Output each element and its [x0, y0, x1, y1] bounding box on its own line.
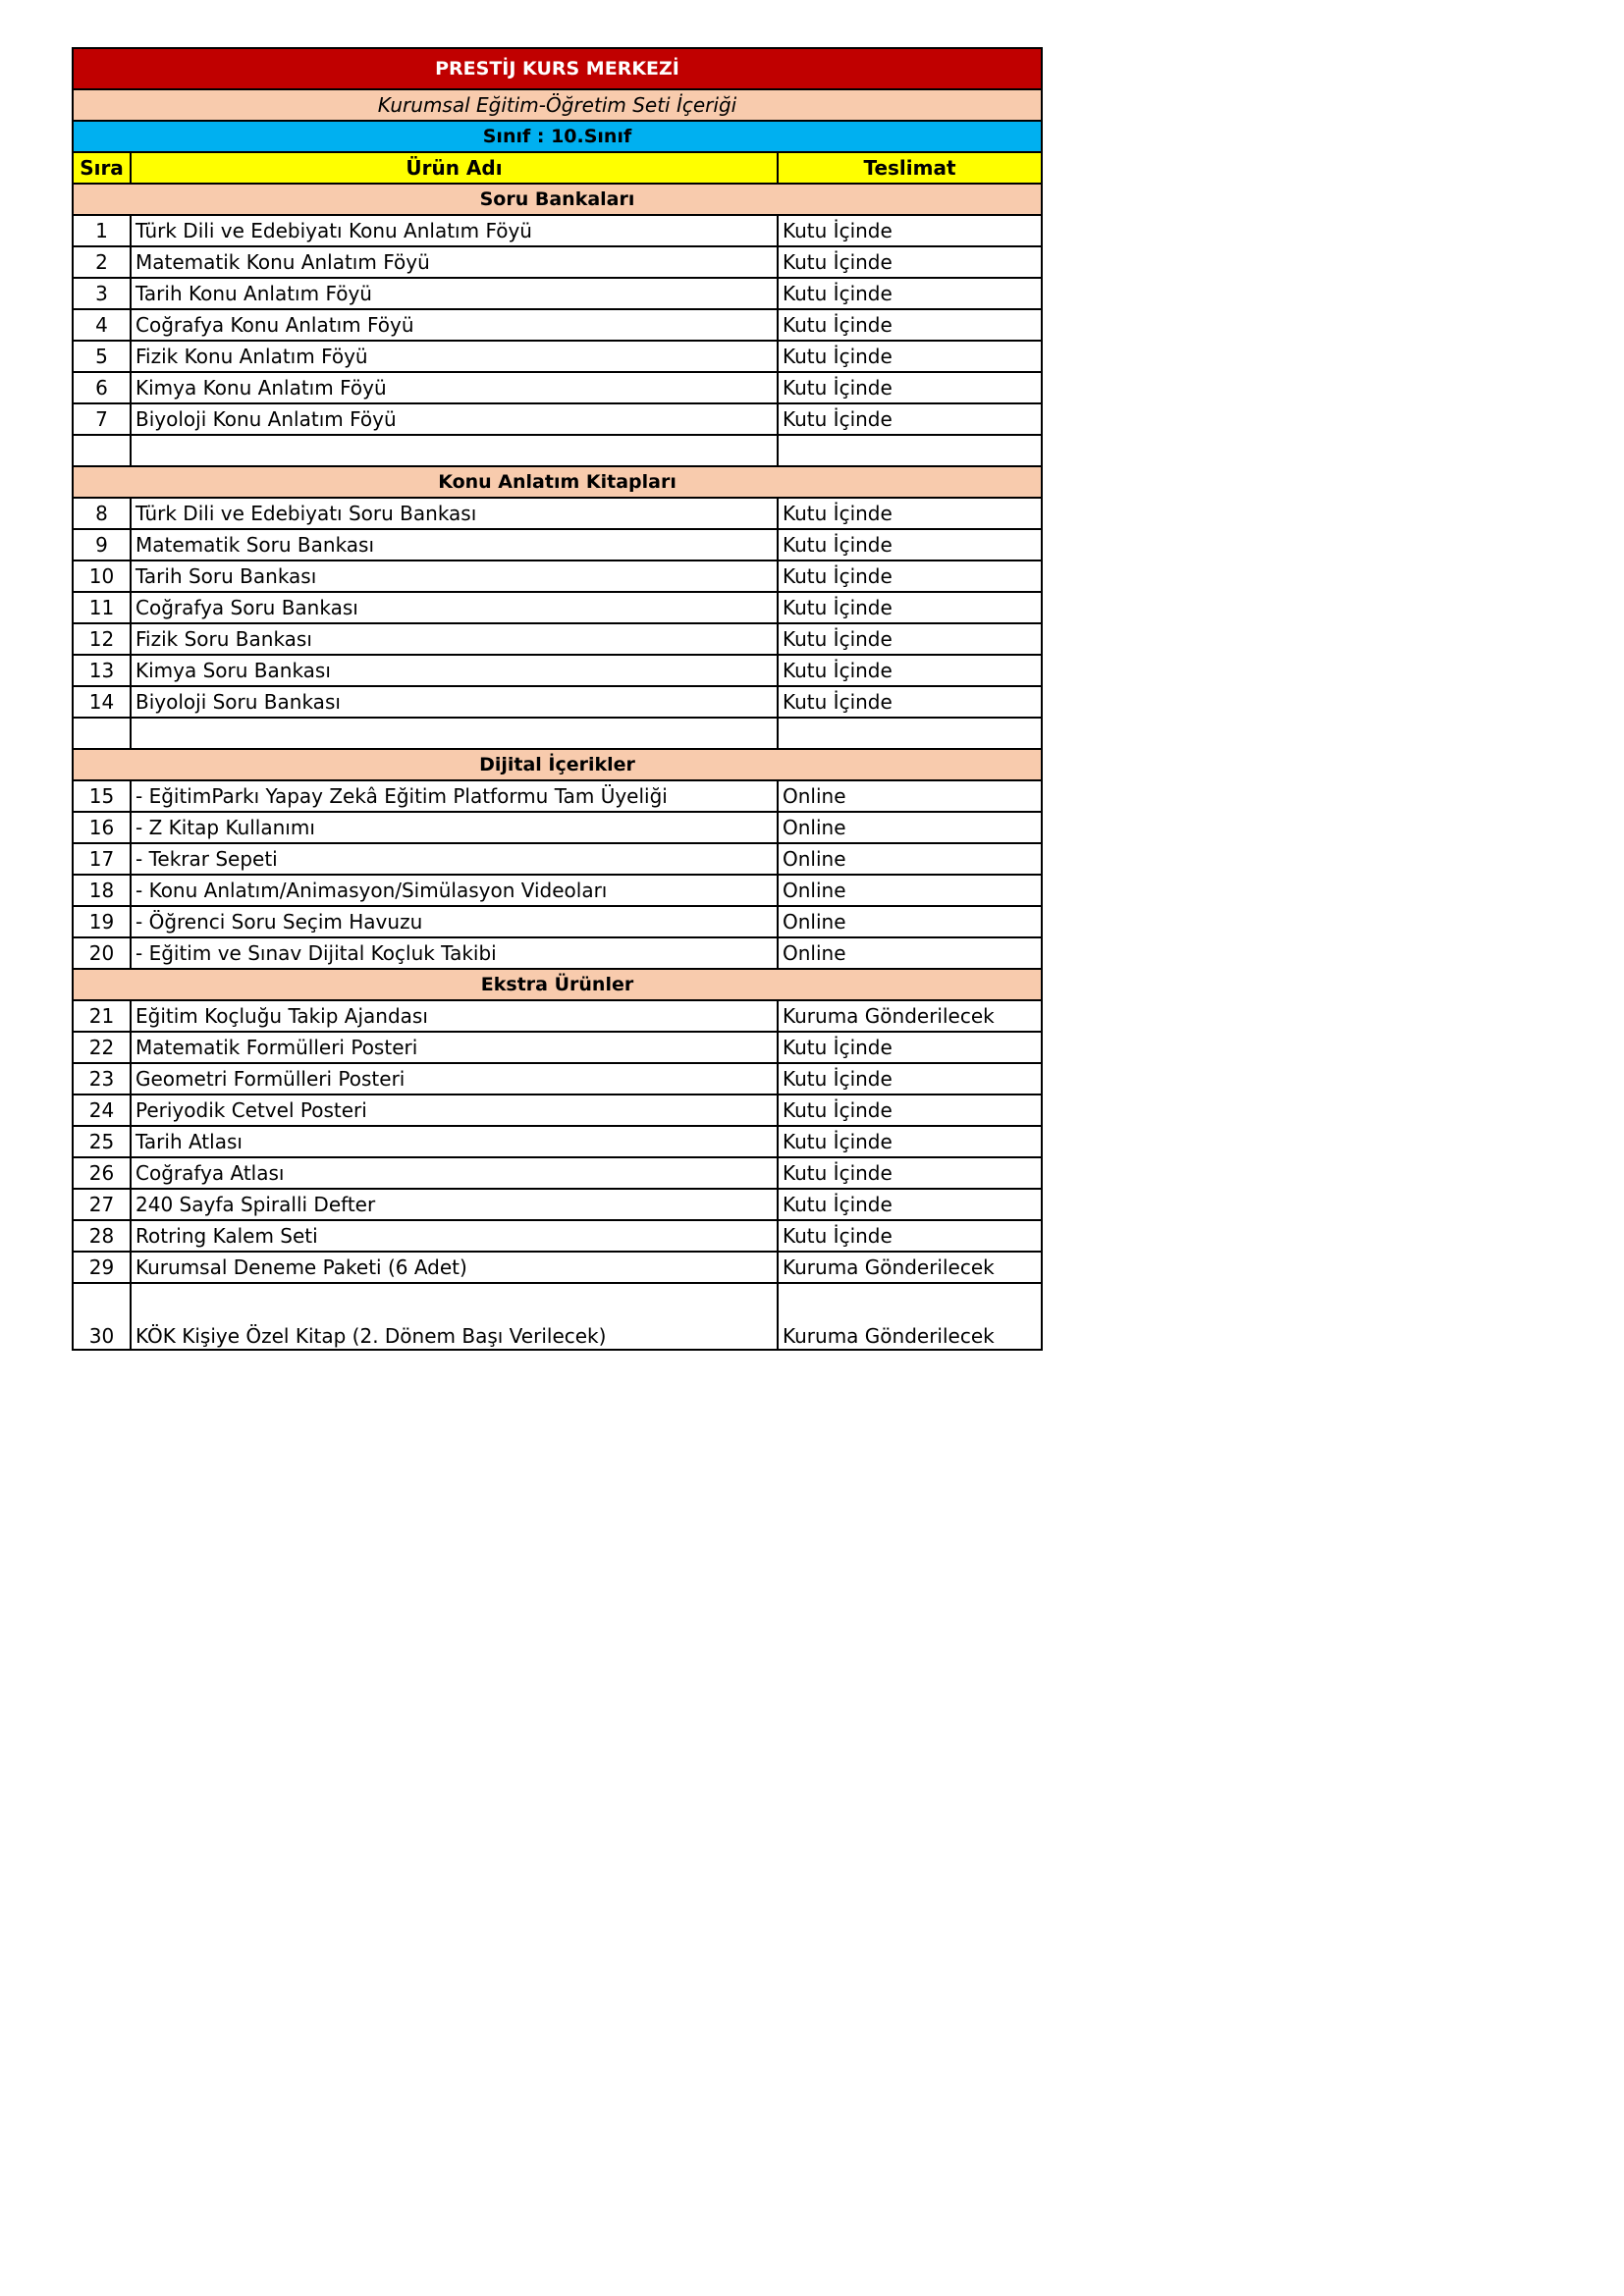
- product-name: 240 Sayfa Spiralli Defter: [131, 1189, 778, 1220]
- delivery-method: Kutu İçinde: [778, 655, 1042, 686]
- section-row: [73, 749, 1042, 780]
- delivery-method: Kutu İçinde: [778, 592, 1042, 623]
- column-header-order: Sıra: [73, 152, 131, 184]
- delivery-method: Kutu İçinde: [778, 1157, 1042, 1189]
- row-number: 22: [73, 1032, 131, 1063]
- delivery-method: Kutu İçinde: [778, 1095, 1042, 1126]
- delivery-method: Kutu İçinde: [778, 498, 1042, 529]
- table-row: [73, 843, 1042, 875]
- table-row: [73, 529, 1042, 561]
- delivery-method: Kutu İçinde: [778, 623, 1042, 655]
- row-number: 16: [73, 812, 131, 843]
- delivery-method: Kutu İçinde: [778, 686, 1042, 718]
- table-row: [73, 1000, 1042, 1032]
- product-name: Kurumsal Deneme Paketi (6 Adet): [131, 1252, 778, 1283]
- delivery-method: Kutu İçinde: [778, 1126, 1042, 1157]
- delivery-method: Kutu İçinde: [778, 529, 1042, 561]
- delivery-method: Kuruma Gönderilecek: [778, 1252, 1042, 1283]
- product-table-body: [73, 48, 1042, 1350]
- title-row: [73, 48, 1042, 89]
- product-name: Kimya Konu Anlatım Föyü: [131, 372, 778, 403]
- row-number: 6: [73, 372, 131, 403]
- product-name: Türk Dili ve Edebiyatı Soru Bankası: [131, 498, 778, 529]
- row-number: 23: [73, 1063, 131, 1095]
- row-number: 9: [73, 529, 131, 561]
- page-subtitle: Kurumsal Eğitim-Öğretim Seti İçeriği: [73, 89, 1042, 121]
- delivery-method: Kutu İçinde: [778, 372, 1042, 403]
- product-name: Biyoloji Konu Anlatım Föyü: [131, 403, 778, 435]
- product-name: Biyoloji Soru Bankası: [131, 686, 778, 718]
- row-number: 19: [73, 906, 131, 937]
- row-number: 11: [73, 592, 131, 623]
- table-row: [73, 906, 1042, 937]
- product-name: Periyodik Cetvel Posteri: [131, 1095, 778, 1126]
- product-name: Matematik Soru Bankası: [131, 529, 778, 561]
- delivery-method: Online: [778, 812, 1042, 843]
- table-row: [73, 1063, 1042, 1095]
- product-name: Kimya Soru Bankası: [131, 655, 778, 686]
- row-number: 29: [73, 1252, 131, 1283]
- table-row: [73, 937, 1042, 969]
- row-number: 10: [73, 561, 131, 592]
- delivery-method: Online: [778, 875, 1042, 906]
- product-name: Türk Dili ve Edebiyatı Konu Anlatım Föyü: [131, 215, 778, 246]
- row-number: 25: [73, 1126, 131, 1157]
- delivery-method: Kutu İçinde: [778, 1063, 1042, 1095]
- table-row: [73, 812, 1042, 843]
- row-number: 17: [73, 843, 131, 875]
- row-number: 3: [73, 278, 131, 309]
- row-number: 24: [73, 1095, 131, 1126]
- empty-row: [73, 718, 1042, 749]
- table-row: [73, 278, 1042, 309]
- delivery-method: Kutu İçinde: [778, 1032, 1042, 1063]
- product-list-sheet: [72, 47, 1041, 1351]
- product-name: - EğitimParkı Yapay Zekâ Eğitim Platformu Tam Üyeliği: [131, 780, 778, 812]
- delivery-method: Kutu İçinde: [778, 246, 1042, 278]
- table-row: [73, 372, 1042, 403]
- empty-cell: [131, 435, 778, 466]
- delivery-method: Online: [778, 906, 1042, 937]
- class-row: [73, 121, 1042, 152]
- row-number: 15: [73, 780, 131, 812]
- delivery-method: Kuruma Gönderilecek: [778, 1283, 1042, 1350]
- row-number: 28: [73, 1220, 131, 1252]
- delivery-method: Kutu İçinde: [778, 1220, 1042, 1252]
- table-row: [73, 875, 1042, 906]
- product-table: [72, 47, 1043, 1351]
- product-name: Matematik Formülleri Posteri: [131, 1032, 778, 1063]
- row-number: 18: [73, 875, 131, 906]
- empty-cell: [73, 718, 131, 749]
- delivery-method: Kutu İçinde: [778, 215, 1042, 246]
- empty-cell: [73, 435, 131, 466]
- empty-cell: [131, 718, 778, 749]
- row-number: 27: [73, 1189, 131, 1220]
- delivery-method: Kutu İçinde: [778, 309, 1042, 341]
- table-row: [73, 1220, 1042, 1252]
- product-name: Tarih Soru Bankası: [131, 561, 778, 592]
- delivery-method: Online: [778, 843, 1042, 875]
- section-row: [73, 466, 1042, 498]
- delivery-method: Kutu İçinde: [778, 341, 1042, 372]
- class-label: Sınıf : 10.Sınıf: [73, 121, 1042, 152]
- product-name: Coğrafya Soru Bankası: [131, 592, 778, 623]
- product-name: Fizik Konu Anlatım Föyü: [131, 341, 778, 372]
- delivery-method: Online: [778, 937, 1042, 969]
- column-header-delivery: Teslimat: [778, 152, 1042, 184]
- product-name: Matematik Konu Anlatım Föyü: [131, 246, 778, 278]
- table-row: [73, 1252, 1042, 1283]
- table-row: [73, 1126, 1042, 1157]
- section-row: [73, 184, 1042, 215]
- section-title: Ekstra Ürünler: [73, 969, 1042, 1000]
- page-title: PRESTİJ KURS MERKEZİ: [73, 48, 1042, 89]
- section-title: Soru Bankaları: [73, 184, 1042, 215]
- table-row: [73, 1032, 1042, 1063]
- row-number: 12: [73, 623, 131, 655]
- row-number: 1: [73, 215, 131, 246]
- delivery-method: Kuruma Gönderilecek: [778, 1000, 1042, 1032]
- row-number: 21: [73, 1000, 131, 1032]
- column-header-product: Ürün Adı: [131, 152, 778, 184]
- product-name: KÖK Kişiye Özel Kitap (2. Dönem Başı Verilecek): [131, 1283, 778, 1350]
- table-row: [73, 655, 1042, 686]
- product-name: Fizik Soru Bankası: [131, 623, 778, 655]
- table-row: [73, 623, 1042, 655]
- table-row: [73, 686, 1042, 718]
- row-number: 14: [73, 686, 131, 718]
- empty-cell: [778, 435, 1042, 466]
- delivery-method: Kutu İçinde: [778, 1189, 1042, 1220]
- subtitle-row: [73, 89, 1042, 121]
- table-row: [73, 561, 1042, 592]
- table-row: [73, 1189, 1042, 1220]
- table-row: [73, 780, 1042, 812]
- product-name: Eğitim Koçluğu Takip Ajandası: [131, 1000, 778, 1032]
- table-row: [73, 246, 1042, 278]
- row-number: 20: [73, 937, 131, 969]
- delivery-method: Kutu İçinde: [778, 403, 1042, 435]
- column-header-row: [73, 152, 1042, 184]
- product-name: - Konu Anlatım/Animasyon/Simülasyon Videoları: [131, 875, 778, 906]
- product-name: - Tekrar Sepeti: [131, 843, 778, 875]
- product-name: Geometri Formülleri Posteri: [131, 1063, 778, 1095]
- delivery-method: Online: [778, 780, 1042, 812]
- delivery-method: Kutu İçinde: [778, 278, 1042, 309]
- table-row: [73, 592, 1042, 623]
- delivery-method: Kutu İçinde: [778, 561, 1042, 592]
- table-row: [73, 1095, 1042, 1126]
- row-number: 13: [73, 655, 131, 686]
- empty-row: [73, 435, 1042, 466]
- row-number: 5: [73, 341, 131, 372]
- product-name: Tarih Konu Anlatım Föyü: [131, 278, 778, 309]
- table-row: [73, 215, 1042, 246]
- row-number: 26: [73, 1157, 131, 1189]
- section-title: Konu Anlatım Kitapları: [73, 466, 1042, 498]
- product-name: Coğrafya Konu Anlatım Föyü: [131, 309, 778, 341]
- table-row: [73, 309, 1042, 341]
- section-row: [73, 969, 1042, 1000]
- product-name: Tarih Atlası: [131, 1126, 778, 1157]
- product-name: - Öğrenci Soru Seçim Havuzu: [131, 906, 778, 937]
- table-row: [73, 498, 1042, 529]
- table-row: [73, 403, 1042, 435]
- product-name: - Z Kitap Kullanımı: [131, 812, 778, 843]
- product-name: Rotring Kalem Seti: [131, 1220, 778, 1252]
- row-number: 30: [73, 1283, 131, 1350]
- table-row: [73, 1283, 1042, 1350]
- table-row: [73, 1157, 1042, 1189]
- row-number: 7: [73, 403, 131, 435]
- table-row: [73, 341, 1042, 372]
- section-title: Dijital İçerikler: [73, 749, 1042, 780]
- row-number: 8: [73, 498, 131, 529]
- product-name: - Eğitim ve Sınav Dijital Koçluk Takibi: [131, 937, 778, 969]
- row-number: 4: [73, 309, 131, 341]
- empty-cell: [778, 718, 1042, 749]
- row-number: 2: [73, 246, 131, 278]
- product-name: Coğrafya Atlası: [131, 1157, 778, 1189]
